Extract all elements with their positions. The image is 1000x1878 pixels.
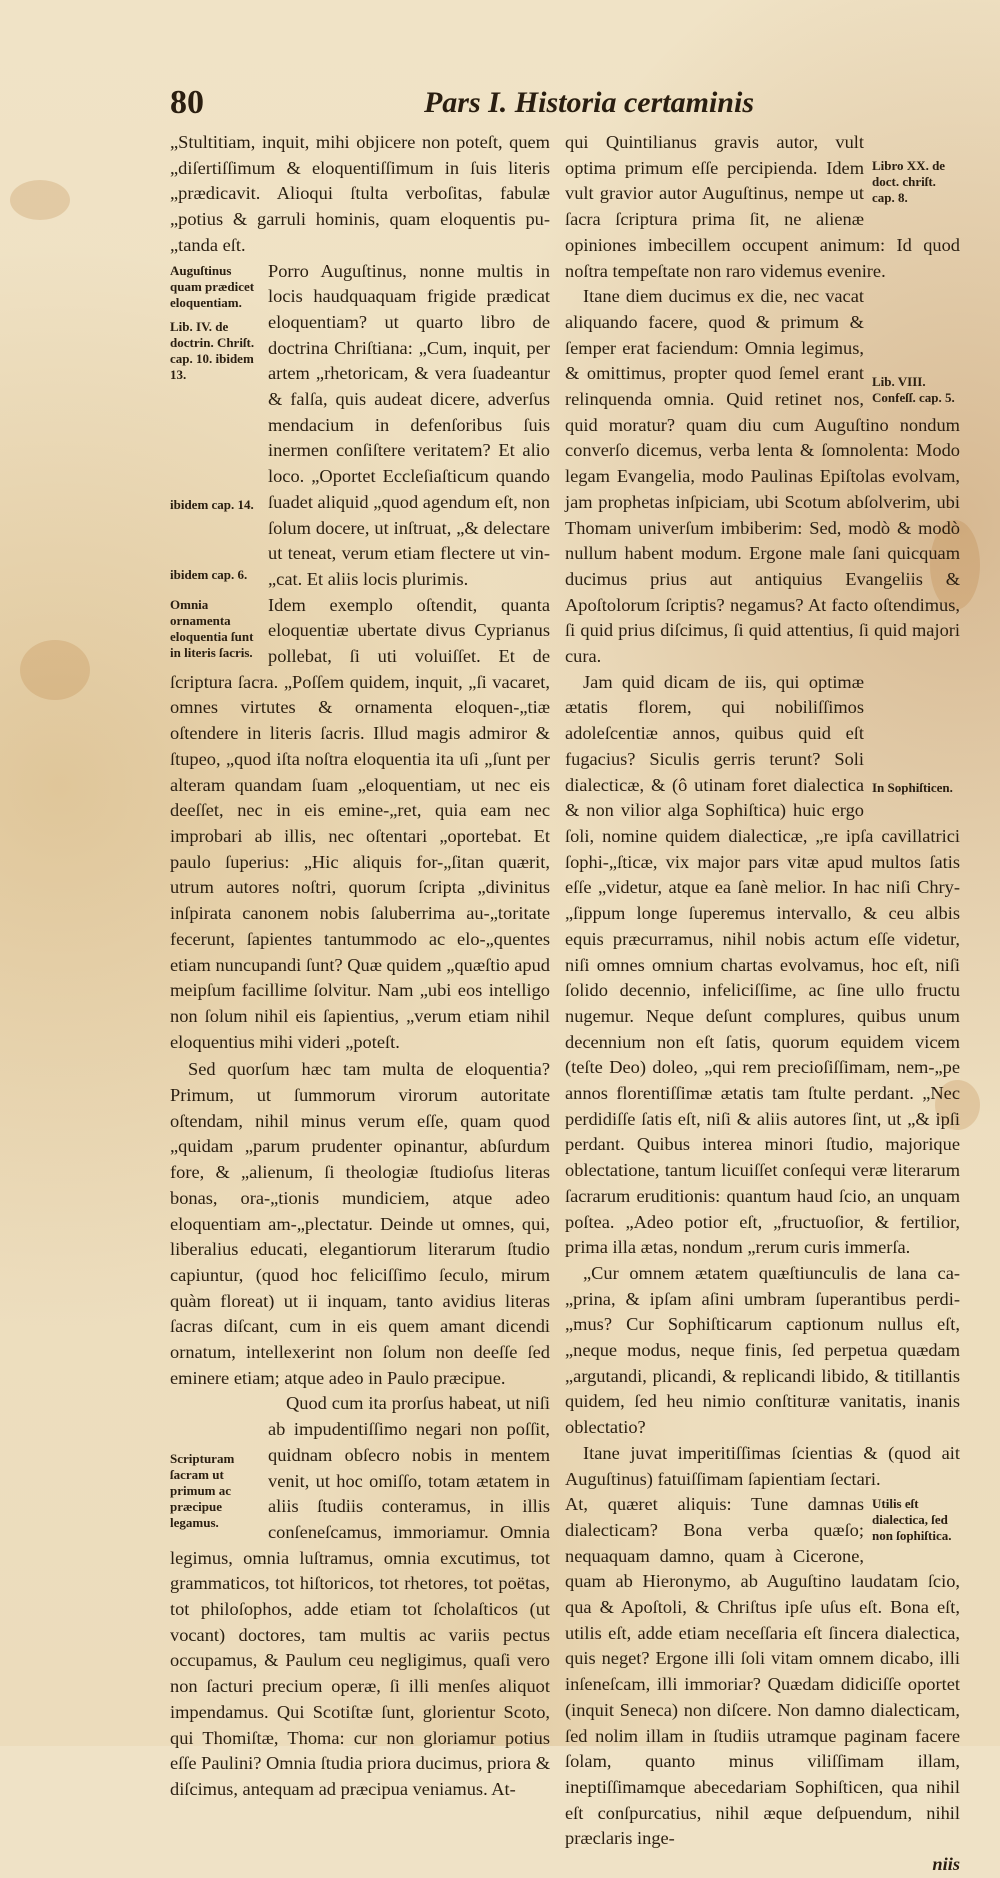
paragraph: At, quæret aliquis: Tune damnas dialecticam? Bona verba quæſo; nequaquam damno, quam à Cicerone, quam ab Hieronymo, ab Auguſtino laudatam ſcio, qua & Apoſtoli, & Chriſtus ipſe uſus eſt. Bona eſt, utilis eſt, adde etiam neceſſaria eſt ſincera dialectica, quis neget? Ergone illi ſoli vitam omnem dicabo, illi inſeneſcam, illi immoriar? Quædam didiciſſe oportet (inquit Seneca) non diſcere. Non damno dialecticam, ſed nolim illam in ſtudiis utramque paginam facere ſolam, quanto minus viliſſimam illam, ineptiſſimamque abecedariam Sophiſticen, qua nihil eſt conſpurcatius, nihil æque deſpuendum, nihil præclaris inge- xyxy=(565,1494,960,1849)
margin-note: ibidem cap. 6. xyxy=(170,566,248,582)
margin-note: Omnia ornamenta eloquentia ſunt in literis ſacris. xyxy=(170,596,254,660)
left-column xyxy=(170,130,551,1799)
margin-note: Auguſtinus quam prædicet eloquentiam. xyxy=(170,262,255,310)
page-header xyxy=(170,84,754,132)
page-number: 80 xyxy=(170,84,204,121)
margin-note: Libro XX. de doct. chriſt. cap. 8. xyxy=(872,158,946,205)
paper-stain xyxy=(20,640,90,700)
paragraph: Itane juvat imperitiſſimas ſcientias & (quod ait Auguſtinus) fatuiſſimam ſapientiam ſectari. xyxy=(565,1442,960,1489)
paragraph: „Cur omnem ætatem quæſtiunculis de lana ca-„prina, & ipſam aſini umbram ſuperantibus perdi-„mus? Cur Sophiſticarum captionum nullus eſt, „neque modus, neque finis, ſed perpetua quædam „argutandi, plicandi, & replicandi libido, & titillantis quidem, ſed heu nimio conſtituræ vanitatis, inanis oblectatio? xyxy=(565,1262,960,1438)
margin-note: ibidem cap. 14. xyxy=(170,496,254,512)
margin-note: Utilis eſt dialectica, ſed non ſophiſtica. xyxy=(872,1496,952,1544)
paragraph: Quod cum ita prorſus habeat, ut niſi ab impudentiſſimo negari non poſſit, quidnam obſecro nobis in mentem venit, ut hoc omiſſo, totam ætatem in aliis ſtudiis conteramus, in illis conſeneſcamus, immoriamur. Omnia legimus, omnia luſtramus, omnia excutimus, tot grammaticos, tot hiſtoricos, tot rhetores, tot poëtas, tot philoſophos, adde etiam tot ſcholaſticos (ut vocant) doctores, tam multis ac variis pectus occupamus, & Paulum ceu negligimus, quaſi vero non ſacturi precium operæ, ſi illi menſes aliquot impendamus. Qui Scotiſtæ ſunt, glorientur Scoto, qui Thomiſtæ, Thoma: cur non gloriamur potius eſſe Paulini? Omnia ſtudia priora ducimus, priora & diſcimus, antequam ad præcipua veniamus. At- xyxy=(170,1393,550,1799)
catchword: niis xyxy=(932,1854,960,1875)
paragraph: qui Quintilianus gravis autor, vult optima primum eſſe percipienda. Idem vult gravior autor Auguſtinus, nempe ut ſacra ſcriptura prima ſit, ne alienæ opiniones imbecillem occupent animum: Id quod noſtra tempeſtate non raro videmus evenire. xyxy=(565,132,960,281)
paragraph: „Stultitiam, inquit, mihi objicere non poteſt, quem „diſertiſſimum & eloquentiſſimum in ſuis literis „prædicavit. Alioqui ſtulta verboſitas, fabulæ „potius & garruli hominis, quam eloquentis pu-„tanda eſt. xyxy=(170,132,550,255)
margin-note: Lib. VIII. Confeſſ. cap. 5. xyxy=(872,374,955,406)
paragraph: Itane diem ducimus ex die, nec vacat aliquando facere, quod & primum & ſemper erat faciendum: Omnia legimus, & omittimus, propter quod ſemel erant relinquenda omnia. Quid retinet nos, quid moratur? quam diu cum Auguſtino nondum converſo dicemus, verba lenta & ſomnolenta: Modo legam Evangelia, modo Paulinas Epiſtolas evolvam, jam prophetas inſpiciam, ubi Scotum abſolverim, ubi Thomam univerſum imbiberim: Sed, modò & modò nullum habent modum. Ergone male ſani quicquam ducimus prius aut antiquius Evangeliis & Apoſtolorum ſcriptis? negamus? At facto oſtendimus, ſi quid prius diſcimus, ſi quid attentius, ſi quid majori cura. xyxy=(565,286,960,667)
paragraph: Porro Auguſtinus, nonne multis in locis haudquaquam frigide prædicat eloquentiam? ut quarto libro de doctrina Chriſtiana: „Cum, inquit, per artem „rhetoricam, & vera ſuadeantur & falſa, quis audeat dicere, adverſus mendacium in defenſoribus ſuis inermen conſiſtere veritatem? Et alio loco. „Oportet Eccleſiaſticum quando ſuadet aliquid „quod agendum eſt, non ſolum docere, ut inſtruat, „& delectare ut teneat, verum etiam flectere ut vin-„cat. Et aliis locis plurimis. xyxy=(268,260,550,589)
paper-stain xyxy=(10,180,70,220)
margin-note: Scripturam ſacram ut primum ac præcipue legamus. xyxy=(170,1451,235,1531)
margin-note: Lib. IV. de doctrin. Chriſt. cap. 10. ibidem 13. xyxy=(170,318,255,382)
running-title: Pars I. Historia certaminis xyxy=(423,86,754,119)
right-column xyxy=(565,130,960,1875)
margin-note: In Sophiſticen. xyxy=(872,779,953,795)
paragraph: Jam quid dicam de iis, qui optimæ ætatis florem, qui nobiliſſimos adoleſcentiæ annos, quibus quid eſt fugacius? Siculis gerris terunt? Soli dialecticæ, & (ô utinam foret dialectica & non vilior alga Sophiſtica) huic ergo ſoli, nomine quidem dialecticæ, „re ipſa cavillatrici ſophi-„ſticæ, vix major pars vitæ apud multos ſatis eſſe „videtur, atque ea ſanè melior. In hac niſi Chry-„ſippum longe ſuperemus intervallo, & ceu albis equis præcurramus, nihil nobis actum eſſe videtur, niſi omnes omnium chartas evolvamus, hoc eſt, niſi ſolido decennio, infeliciſſime, ac ſine ullo fructu nugemur. Neque deſunt complures, quibus unum decennium non eſt ſatis, quorum equidem vicem (teſte Deo) doleo, „qui rem precioſiſſimam, nem-„pe annos florentiſſimæ ætatis tam ſtulte perdant. „Nec perdidiſſe ſatis eſt, niſi & aliis autores ſint, ut „& ipſi perdant. Quibus interea minori ſtudio, majorique oblectatione, tantum licuiſſet conſequi veræ literarum ſacrarum eruditionis: quantum haud ſcio, an unquam poſtea. „Adeo potior eſt, „fructuoſior, & fertilior, prima illa ætas, nondum „rerum curis immerſa. xyxy=(565,671,960,1258)
paragraph: Idem exemplo oſtendit, quanta eloquentiæ ubertate divus Cyprianus pollebat, ſi uti voluiſſet. Et de ſcriptura ſacra. „Poſſem quidem, inquit, „ſi vacaret, omnes virtutes & ornamenta eloquen-„tiæ oſtendere in literis ſacris. Illud magis admiror & ſtupeo, „quod iſta noſtra eloquentia ita uſi „ſunt per alteram quandam ſuam „eloquentiam, ut nec eis deeſſet, nec in eis emine-„ret, quia eam nec improbari ab illis, nec oſtentari „oportebat. Et paulo ſuperius: „Hic aliquis for-„ſitan quærit, utrum autores noſtri, quorum ſcripta „divinitus inſpirata canonem nobis ſaluberrima au-„toritate fecerunt, ſapientes tantummodo ac elo-„quentes etiam nuncupandi ſunt? Quæ quidem „quæſtio apud meipſum facillime ſolvitur. Nam „ubi eos intelligo non ſolum nihil eis ſapientius, „verum etiam nihil eloquentius mihi videri „poteſt. xyxy=(170,594,551,1052)
paragraph: Sed quorſum hæc tam multa de eloquentia? Primum, ut ſummorum virorum autoritate oſtendam, nihil minus verum eſſe, quam quod „quidam „parum prudenter opinantur, abſurdum fore, & „alienum, ſi theologiæ ſtudioſus literas bonas, ora-„tionis mundiciem, atque adeo eloquentiam am-„plectatur. Deinde ut omnes, qui, liberalius educati, elegantiorum literarum ſtudio capiuntur, (quod hoc feliciſſimo ſeculo, mirum quàm floreat) ut ii inquam, tanto avidius literas ſacras diſcant, cum in eis quem amant dicendi ornatum, intellexerint non ſolum non deeſſe ſed eminere etiam; atque adeo in Paulo præcipue. xyxy=(170,1059,550,1388)
